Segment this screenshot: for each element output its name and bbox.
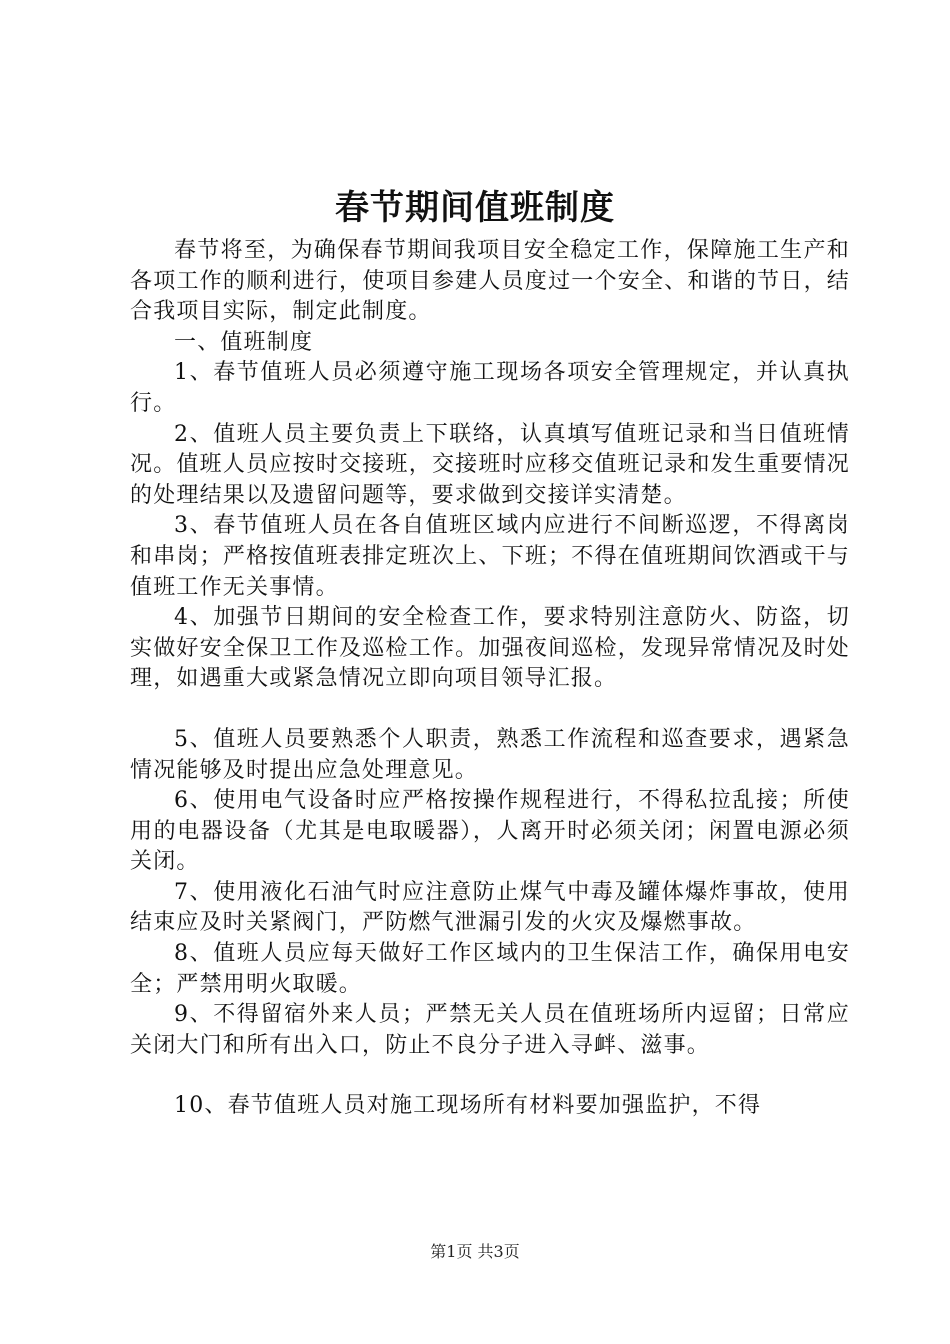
list-item: 6、使用电气设备时应严格按操作规程进行，不得私拉乱接；所使用的电器设备（尤其是电取暖器），人离开时必须关闭；闲置电源必须关闭。 — [130, 788, 850, 875]
list-item: 4、加强节日期间的安全检查工作，要求特别注意防火、防盗，切实做好安全保卫工作及巡检工作。加强夜间巡检，发现异常情况及时处理，如遇重大或紧急情况立即向项目领导汇报。 — [130, 605, 850, 692]
list-item: 5、值班人员要熟悉个人职责，熟悉工作流程和巡查要求，遇紧急情况能够及时提出应急处理意见。 — [130, 726, 850, 783]
page-footer: 第1页 共3页 — [430, 1242, 520, 1261]
paragraph-spacer — [130, 695, 850, 725]
list-item: 1、春节值班人员必须遵守施工现场各项安全管理规定，并认真执行。 — [130, 360, 850, 416]
paragraph-spacer — [130, 1061, 850, 1091]
intro-paragraph: 春节将至，为确保春节期间我项目安全稳定工作，保障施工生产和各项工作的顺利进行，使项目参建人员度过一个安全、和谐的节日，结合我项目实际，制定此制度。 — [130, 238, 850, 325]
list-item: 8、值班人员应每天做好工作区域内的卫生保洁工作，确保用电安全；严禁用明火取暖。 — [130, 941, 850, 997]
list-item: 10、春节值班人员对施工现场所有材料要加强监护，不得 — [174, 1093, 762, 1119]
list-item: 2、值班人员主要负责上下联络，认真填写值班记录和当日值班情况。值班人员应按时交接班，交接班时应移交值班记录和发生重要情况的处理结果以及遗留问题等，要求做到交接详实清楚。 — [130, 421, 850, 508]
section-heading: 一、值班制度 — [174, 329, 314, 355]
list-item: 7、使用液化石油气时应注意防止煤气中毒及罐体爆炸事故，使用结束应及时关紧阀门，严防燃气泄漏引发的火灾及爆燃事故。 — [130, 879, 850, 936]
document-title: 春节期间值班制度 — [335, 188, 615, 228]
list-item: 3、春节值班人员在各自值班区域内应进行不间断巡逻，不得离岗和串岗；严格按值班表排定班次上、下班；不得在值班期间饮酒或干与值班工作无关事情。 — [130, 513, 850, 600]
document-body — [130, 236, 850, 1122]
list-item: 9、不得留宿外来人员；严禁无关人员在值班场所内逗留；日常应关闭大门和所有出入口，防止不良分子进入寻衅、滋事。 — [130, 1002, 850, 1058]
